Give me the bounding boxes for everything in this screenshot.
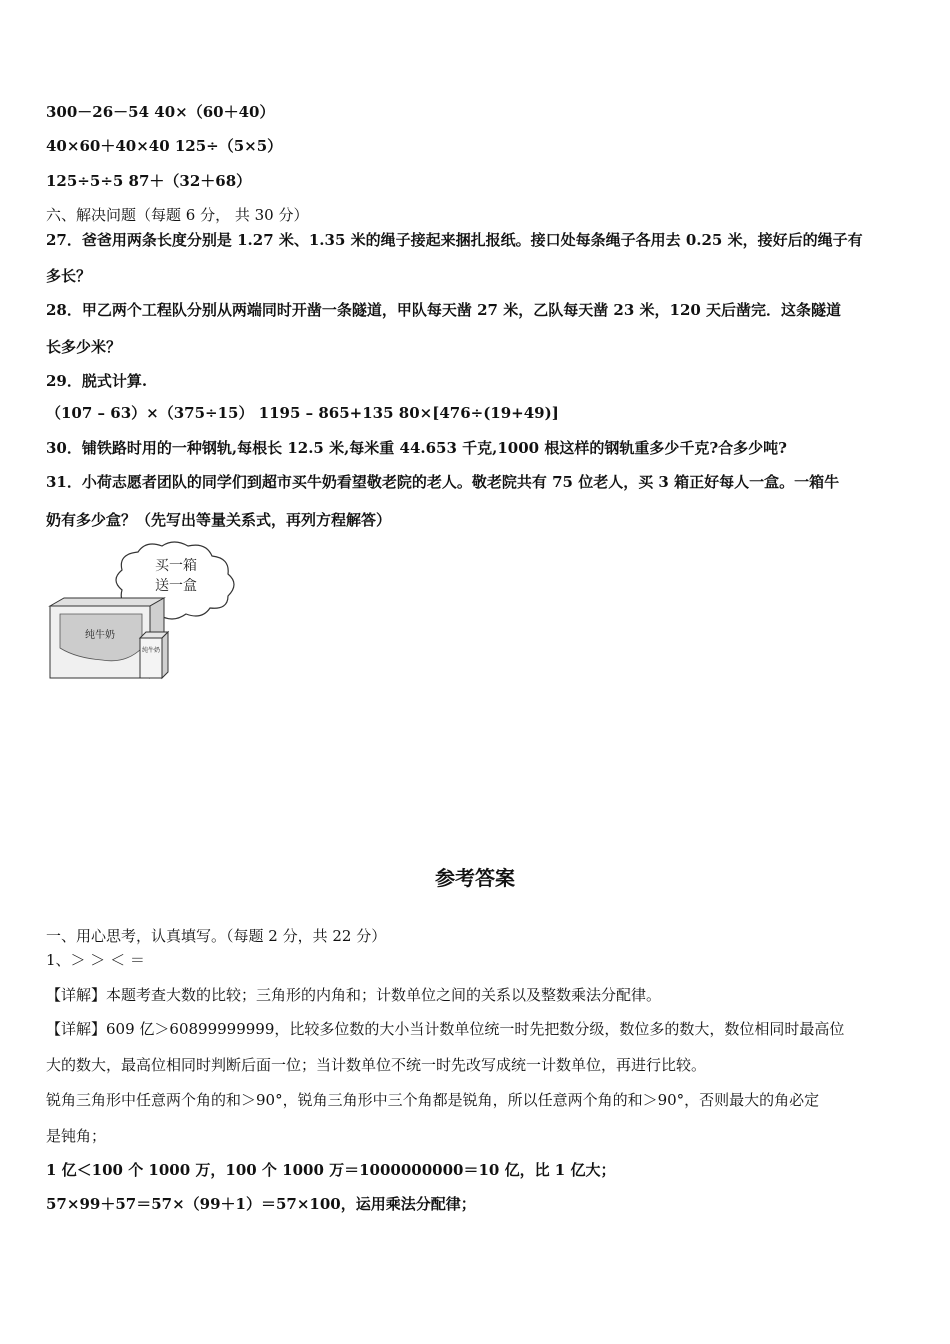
q31-line2: 奶有多少盒？（先写出等量关系式，再列方程解答） bbox=[46, 511, 392, 529]
q31-line1: 31．小荷志愿者团队的同学们到超市买牛奶看望敬老院的老人。敬老院共有 75 位老人，买 3 箱正好每人一盒。一箱牛 bbox=[46, 473, 840, 491]
detail-2-line1: 【详解】609 亿＞60899999999，比较多位数的大小当计数单位统一时先把数分级，数位多的数大，数位相同时最高位 bbox=[46, 1020, 845, 1038]
bubble-text-2: 送一盒 bbox=[155, 578, 197, 594]
calc-line-1: 300－26－54 40×（60＋40） bbox=[46, 103, 275, 121]
milk-illustration bbox=[46, 540, 246, 680]
bubble-text-1: 买一箱 bbox=[155, 558, 197, 574]
section6-heading: 六、解决问题（每题 6 分， 共 30 分） bbox=[46, 206, 309, 224]
calc-line-2: 40×60＋40×40 125÷（5×5） bbox=[46, 137, 283, 155]
q30: 30．铺铁路时用的一种钢轨,每根长 12.5 米,每米重 44.653 千克,1000 根这样的钢轨重多少千克?合多少吨? bbox=[46, 439, 787, 457]
distributive-line: 57×99＋57＝57×（99＋1）＝57×100，运用乘法分配律； bbox=[46, 1195, 476, 1213]
q27-line1: 27．爸爸用两条长度分别是 1.27 米、1.35 米的绳子接起来捆扎报纸。接口处每条绳子各用去 0.25 米，接好后的绳子有 bbox=[46, 231, 863, 249]
q28-line1: 28．甲乙两个工程队分别从两端同时开凿一条隧道，甲队每天凿 27 米，乙队每天凿 23 米，120 天后凿完．这条隧道 bbox=[46, 301, 842, 319]
answer-title: 参考答案 bbox=[435, 866, 515, 890]
detail-1: 【详解】本题考查大数的比较；三角形的内角和；计数单位之间的关系以及整数乘法分配律。 bbox=[46, 986, 662, 1004]
q29-line1: 29．脱式计算. bbox=[46, 372, 148, 390]
q27-line2: 多长？ bbox=[46, 267, 92, 285]
detail-2-line2: 大的数大，最高位相同时判断后面一位；当计数单位不统一时先改写成统一计数单位，再进行比较。 bbox=[46, 1056, 707, 1074]
acute-line1: 锐角三角形中任意两个角的和＞90°，锐角三角形中三个角都是锐角，所以任意两个角的和＞90°，否则最大的角必定 bbox=[46, 1091, 820, 1109]
calc-line-3: 125÷5÷5 87＋（32＋68） bbox=[46, 172, 252, 190]
milk-carton bbox=[140, 632, 168, 678]
answer-1: 1、＞ ＞ ＜ ＝ bbox=[46, 951, 145, 969]
box-label: 纯牛奶 bbox=[85, 630, 115, 641]
q28-line2: 长多少米？ bbox=[46, 338, 122, 356]
yi-line: 1 亿＜100 个 1000 万，100 个 1000 万＝1000000000＝10 亿，比 1 亿大； bbox=[46, 1161, 616, 1179]
acute-line2: 是钝角； bbox=[46, 1127, 107, 1145]
carton-label: 纯牛奶 bbox=[141, 647, 161, 654]
q29-line2: （107 – 63）×（375÷15） 1195 – 865+135 80×[476÷(19+49)] bbox=[46, 404, 559, 422]
section1-heading: 一、用心思考，认真填写。（每题 2 分，共 22 分） bbox=[46, 927, 387, 945]
